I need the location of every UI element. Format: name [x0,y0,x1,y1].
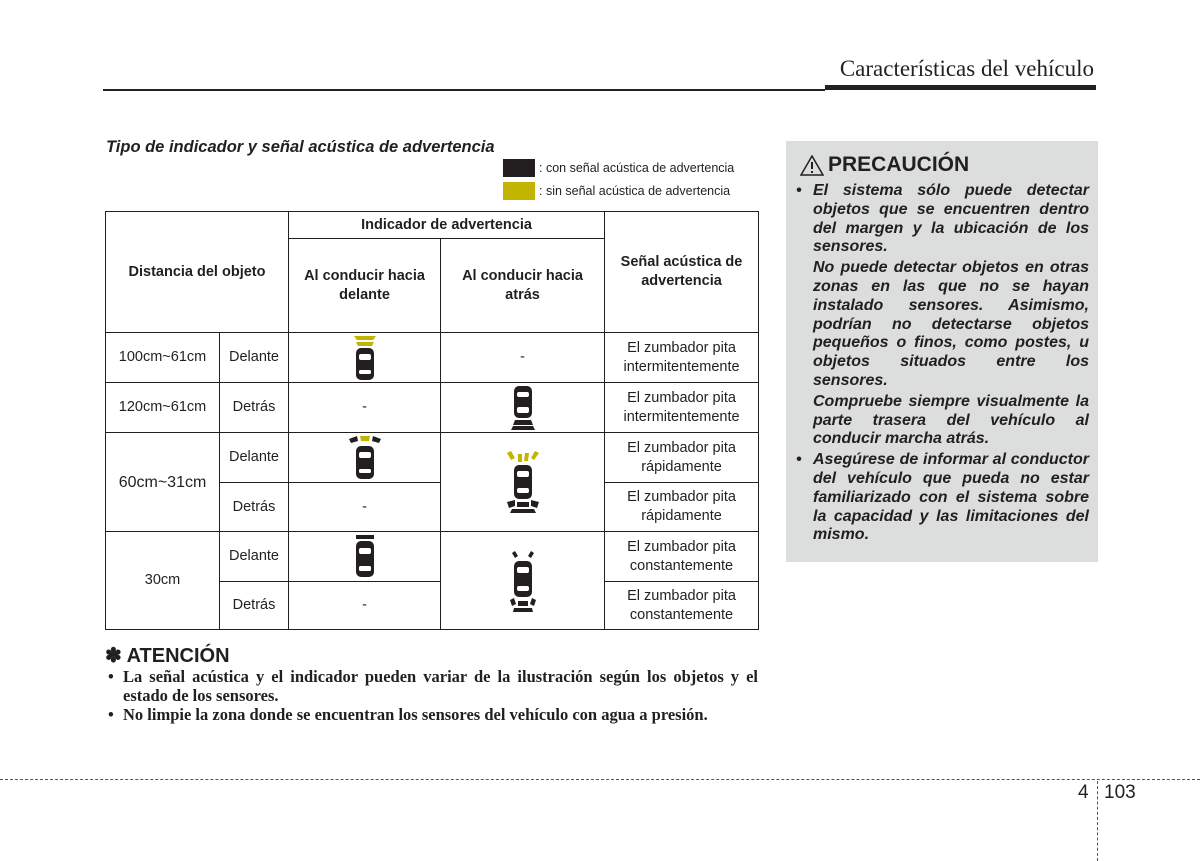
footer-vertical-rule [1097,781,1098,861]
legend-with-sound [503,159,734,177]
table-row [106,383,759,433]
sound-cell: El zumbador pita constantemente [605,582,759,630]
legend-without-sound [503,182,730,200]
legend-without-sound-label: : sin señal acústica de advertencia [539,184,731,198]
legend-swatch-dark [503,159,535,177]
distance-cell: 100cm~61cm [106,333,220,383]
page-number: 103 [1104,782,1136,803]
backward-indicator-cell [441,383,605,433]
caution-paragraph-3: Compruebe siempre visualmente la parte trasera del vehículo al conducir marcha atrás. [813,392,1089,448]
footer-dashed-rule [0,779,1200,780]
caution-bullet-2: • Asegúrese de informar al conductor del vehículo que pueda no estar familiarizado con el sistema sobre la capacidad y las limitaciones del mismo. [795,451,1089,545]
car-rear-warning-icon [503,385,543,431]
attention-item: • No limpie la zona donde se encuentran los sensores del vehículo con agua a presión. [106,705,758,724]
attention-list [106,667,758,724]
position-cell: Delante [220,333,289,383]
section-heading: Tipo de indicador y señal acústica de advertencia [106,138,495,156]
chapter-number: 4 [1078,782,1089,803]
header-backward: Al conducir hacia atrás [441,239,605,333]
car-rear-very-close-icon [501,549,545,613]
caution-bullet-1: • El sistema sólo puede detectar objetos que se encuentren dentro del margen y la ubicación de los sensores. [795,182,1089,257]
page-header-title: Características del vehículo [839,56,1094,81]
header-rule-thin [103,89,825,91]
car-front-warning-icon [345,335,385,381]
legend-with-sound-label: : con señal acústica de advertencia [539,161,735,175]
caution-title [800,153,969,177]
attention-item: • La señal acústica y el indicador pueden variar de la ilustración según los objetos y el estado de los sensores. [106,667,758,705]
table-row [106,433,759,483]
sound-cell: El zumbador pita constantemente [605,532,759,582]
legend-swatch-yellow [503,182,535,200]
header-distance: Distancia del objeto [106,212,289,333]
attention-title: ✽ ATENCIÓN [105,645,230,667]
forward-indicator-cell [289,333,441,383]
table-row [106,532,759,582]
sound-cell: El zumbador pita intermitentemente [605,333,759,383]
warning-table [105,211,759,630]
table-row [106,333,759,383]
sound-cell: El zumbador pita intermitentemente [605,383,759,433]
distance-cell: 30cm [106,532,220,630]
caution-text [795,182,1089,545]
position-cell: Delante [220,532,289,582]
car-front-close-icon [345,435,385,481]
backward-indicator-cell: - [441,333,605,383]
position-cell: Detrás [220,483,289,532]
forward-indicator-cell [289,433,441,483]
sound-cell: El zumbador pita rápidamente [605,483,759,532]
distance-cell: 120cm~61cm [106,383,220,433]
header-indicator: Indicador de advertencia [289,212,605,239]
forward-indicator-cell: - [289,483,441,532]
backward-indicator-cell [441,433,605,532]
backward-indicator-cell [441,532,605,630]
forward-indicator-cell [289,532,441,582]
forward-indicator-cell: - [289,383,441,433]
caution-paragraph-2: No puede detectar objetos en otras zonas en las que no se hayan instalado sensores. Asimismo, podrían no detectarse objetos pequeños o finos, como postes, u objetos situados entre los sensores. [813,259,1089,389]
warning-triangle-icon [800,155,824,176]
caution-title-text: PRECAUCIÓN [828,153,970,176]
header-rule-thick [825,85,1096,90]
distance-cell: 60cm~31cm [106,433,220,532]
position-cell: Detrás [220,383,289,433]
caution-box [786,141,1098,562]
header-sound: Señal acústica de advertencia [605,212,759,333]
car-front-very-close-icon [345,534,385,580]
position-cell: Delante [220,433,289,483]
car-rear-close-icon [501,450,545,514]
header-forward: Al conducir hacia delante [289,239,441,333]
forward-indicator-cell: - [289,582,441,630]
sound-cell: El zumbador pita rápidamente [605,433,759,483]
position-cell: Detrás [220,582,289,630]
